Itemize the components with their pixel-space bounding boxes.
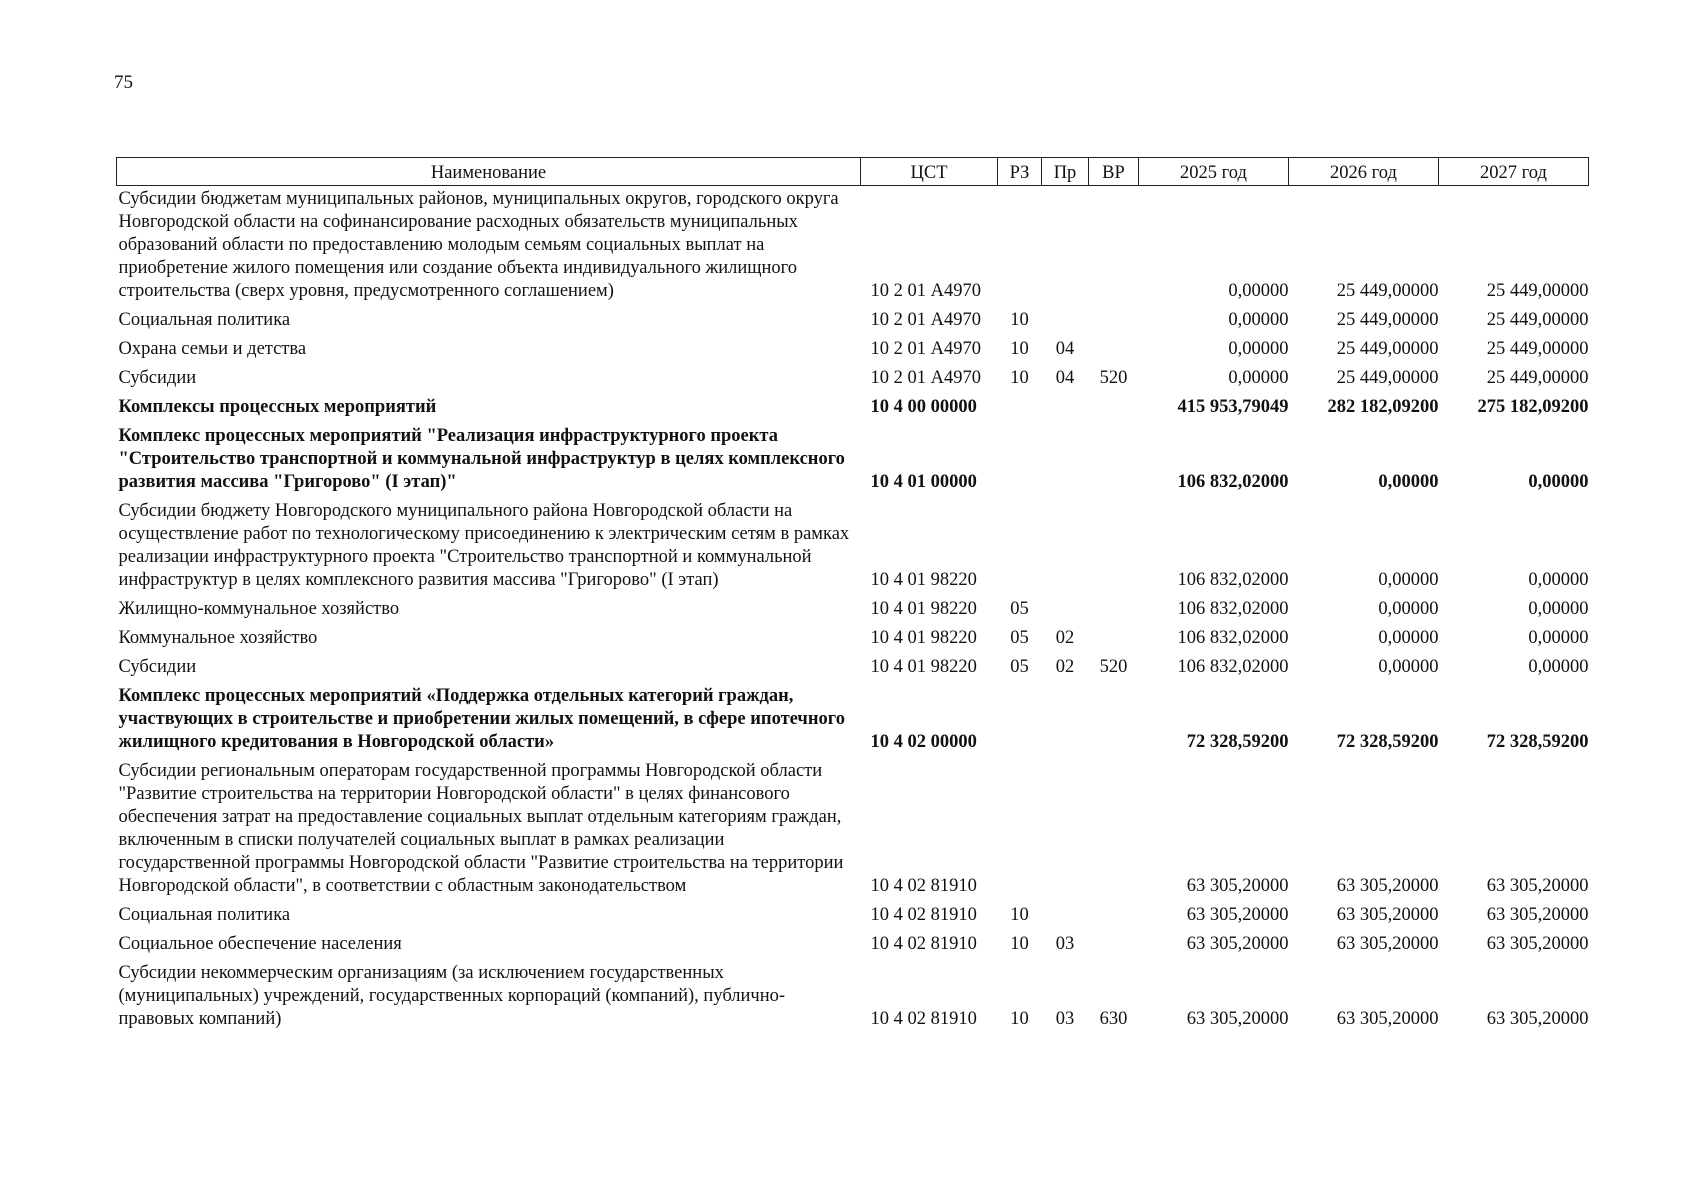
row-name: Социальная политика bbox=[118, 905, 291, 925]
row-cst: 10 4 01 98220 bbox=[870, 599, 977, 619]
row-2026: 0,00000 bbox=[1378, 570, 1439, 590]
table-row bbox=[117, 960, 1589, 1035]
row-vr bbox=[1089, 931, 1139, 960]
row-2026: 0,00000 bbox=[1378, 472, 1439, 492]
table-header-row bbox=[117, 158, 1589, 186]
row-2027: 0,00000 bbox=[1528, 599, 1589, 619]
row-rz bbox=[998, 758, 1042, 902]
header-name: Наименование bbox=[117, 158, 861, 186]
row-pr bbox=[1042, 394, 1089, 423]
table-row bbox=[117, 683, 1589, 758]
table-row bbox=[117, 307, 1589, 336]
row-rz: 05 bbox=[1010, 599, 1029, 619]
header-pr: Пр bbox=[1042, 158, 1089, 186]
header-2027: 2027 год bbox=[1439, 158, 1589, 186]
row-name: Субсидии бюджетам муниципальных районов, муниципальных округов, городского округа Новгородской области на софинансирование расходных обязательств муниципальных образований области по предоставлению молодым семьям социальных выплат на приобретение жилого помещения или создание объекта индивидуального жилищного строительства (сверх уровня, предусмотренного соглашением) bbox=[118, 189, 839, 301]
row-pr: 04 bbox=[1055, 339, 1075, 359]
row-2025: 106 832,02000 bbox=[1177, 472, 1289, 492]
row-name: Субсидии bbox=[118, 368, 197, 388]
row-rz bbox=[998, 423, 1042, 498]
row-rz: 10 bbox=[1010, 934, 1029, 954]
row-name: Социальная политика bbox=[118, 310, 291, 330]
table-row bbox=[117, 365, 1589, 394]
row-rz: 10 bbox=[1010, 368, 1029, 388]
header-vr: ВР bbox=[1089, 158, 1139, 186]
row-vr bbox=[1089, 683, 1139, 758]
row-2025: 63 305,20000 bbox=[1186, 1009, 1289, 1029]
row-2027: 0,00000 bbox=[1528, 628, 1589, 648]
row-cst: 10 2 01 А4970 bbox=[870, 339, 981, 359]
table-row bbox=[117, 625, 1589, 654]
row-2026: 0,00000 bbox=[1378, 628, 1439, 648]
row-vr bbox=[1089, 498, 1139, 596]
header-rz: РЗ bbox=[998, 158, 1042, 186]
row-vr: 520 bbox=[1099, 657, 1128, 677]
table-row bbox=[117, 186, 1589, 308]
row-pr: 04 bbox=[1055, 368, 1075, 388]
row-rz bbox=[998, 683, 1042, 758]
row-2025: 415 953,79049 bbox=[1177, 397, 1289, 417]
row-name: Жилищно-коммунальное хозяйство bbox=[118, 599, 400, 619]
row-vr: 520 bbox=[1099, 368, 1128, 388]
row-2025: 0,00000 bbox=[1228, 339, 1289, 359]
row-cst: 10 2 01 А4970 bbox=[870, 310, 981, 330]
row-pr: 02 bbox=[1055, 657, 1075, 677]
row-rz: 10 bbox=[1010, 1009, 1029, 1029]
row-2026: 63 305,20000 bbox=[1336, 876, 1439, 896]
row-2026: 25 449,00000 bbox=[1336, 310, 1439, 330]
row-pr: 03 bbox=[1055, 934, 1075, 954]
row-2027: 25 449,00000 bbox=[1486, 281, 1589, 301]
row-vr: 630 bbox=[1099, 1009, 1128, 1029]
row-cst: 10 4 02 81910 bbox=[870, 905, 977, 925]
header-2026: 2026 год bbox=[1289, 158, 1439, 186]
table-row bbox=[117, 758, 1589, 902]
table-body bbox=[117, 186, 1589, 1036]
table-row bbox=[117, 654, 1589, 683]
row-2027: 0,00000 bbox=[1528, 657, 1589, 677]
row-cst: 10 4 01 98220 bbox=[870, 570, 977, 590]
row-pr bbox=[1042, 307, 1089, 336]
table-row bbox=[117, 931, 1589, 960]
row-vr bbox=[1089, 596, 1139, 625]
table-row bbox=[117, 336, 1589, 365]
row-rz bbox=[998, 394, 1042, 423]
row-2025: 63 305,20000 bbox=[1186, 905, 1289, 925]
row-cst: 10 4 01 98220 bbox=[870, 657, 977, 677]
row-pr bbox=[1042, 596, 1089, 625]
row-name: Комплекс процессных мероприятий «Поддержка отдельных категорий граждан, участвующих в строительстве и приобретении жилых помещений, в сфере ипотечного жилищного кредитования в Новгородской области» bbox=[118, 686, 845, 752]
row-2026: 25 449,00000 bbox=[1336, 281, 1439, 301]
row-cst: 10 4 02 81910 bbox=[870, 934, 977, 954]
row-rz: 05 bbox=[1010, 657, 1029, 677]
row-rz bbox=[998, 498, 1042, 596]
row-2026: 0,00000 bbox=[1378, 599, 1439, 619]
header-cst: ЦСТ bbox=[861, 158, 998, 186]
row-2027: 63 305,20000 bbox=[1486, 905, 1589, 925]
row-cst: 10 4 02 81910 bbox=[870, 1009, 977, 1029]
row-2027: 25 449,00000 bbox=[1486, 368, 1589, 388]
row-cst: 10 2 01 А4970 bbox=[870, 368, 981, 388]
table-row bbox=[117, 423, 1589, 498]
row-name: Охрана семьи и детства bbox=[118, 339, 307, 359]
row-2027: 25 449,00000 bbox=[1486, 339, 1589, 359]
row-2026: 282 182,09200 bbox=[1327, 397, 1439, 417]
table-row bbox=[117, 394, 1589, 423]
row-2026: 0,00000 bbox=[1378, 657, 1439, 677]
row-vr bbox=[1089, 625, 1139, 654]
row-2025: 106 832,02000 bbox=[1177, 657, 1289, 677]
row-cst: 10 2 01 А4970 bbox=[870, 281, 981, 301]
row-2027: 0,00000 bbox=[1528, 570, 1589, 590]
row-2025: 106 832,02000 bbox=[1177, 599, 1289, 619]
header-2025: 2025 год bbox=[1139, 158, 1289, 186]
row-vr bbox=[1089, 307, 1139, 336]
row-2026: 63 305,20000 bbox=[1336, 905, 1439, 925]
row-2026: 25 449,00000 bbox=[1336, 368, 1439, 388]
row-vr bbox=[1089, 394, 1139, 423]
row-name: Социальное обеспечение населения bbox=[118, 934, 402, 954]
row-2027: 72 328,59200 bbox=[1486, 732, 1589, 752]
row-cst: 10 4 00 00000 bbox=[870, 397, 977, 417]
row-name: Комплекс процессных мероприятий "Реализация инфраструктурного проекта "Строительство транспортной и коммунальной инфраструктур в целях комплексного развития массива "Григорово" (I этап)" bbox=[118, 426, 845, 492]
row-2027: 25 449,00000 bbox=[1486, 310, 1589, 330]
table-row bbox=[117, 596, 1589, 625]
row-2027: 63 305,20000 bbox=[1486, 934, 1589, 954]
row-pr: 03 bbox=[1055, 1009, 1075, 1029]
row-2025: 63 305,20000 bbox=[1186, 876, 1289, 896]
row-2027: 63 305,20000 bbox=[1486, 1009, 1589, 1029]
budget-table bbox=[116, 157, 1589, 1035]
row-2025: 72 328,59200 bbox=[1186, 732, 1289, 752]
row-vr bbox=[1089, 336, 1139, 365]
row-2027: 63 305,20000 bbox=[1486, 876, 1589, 896]
row-rz: 10 bbox=[1010, 310, 1029, 330]
page-number: 75 bbox=[114, 72, 133, 93]
row-pr bbox=[1042, 902, 1089, 931]
row-2025: 106 832,02000 bbox=[1177, 570, 1289, 590]
row-name: Субсидии региональным операторам государственной программы Новгородской области "Развитие строительства на территории Новгородской области" в целях финансового обеспечения затрат на предоставление социальных выплат отдельным категориям граждан, включенным в списки получателей социальных выплат в рамках реализации государственной программы Новгородской области "Развитие строительства на территории Новгородской области", в соответствии с областным законодательством bbox=[118, 761, 844, 896]
row-vr bbox=[1089, 902, 1139, 931]
row-2025: 63 305,20000 bbox=[1186, 934, 1289, 954]
row-name: Коммунальное хозяйство bbox=[118, 628, 318, 648]
row-name: Субсидии bbox=[118, 657, 197, 677]
row-2025: 0,00000 bbox=[1228, 368, 1289, 388]
row-vr bbox=[1089, 758, 1139, 902]
row-2025: 0,00000 bbox=[1228, 310, 1289, 330]
row-rz: 10 bbox=[1010, 339, 1029, 359]
row-2026: 63 305,20000 bbox=[1336, 934, 1439, 954]
row-name: Субсидии бюджету Новгородского муниципального района Новгородской области на осуществление работ по технологическому присоединению к электрическим сетям в рамках реализации инфраструктурного проекта "Строительство транспортной и коммунальной инфраструктур в целях комплексного развития массива "Григорово" (I этап) bbox=[118, 501, 850, 590]
row-cst: 10 4 01 98220 bbox=[870, 628, 977, 648]
table-row bbox=[117, 902, 1589, 931]
row-2025: 0,00000 bbox=[1228, 281, 1289, 301]
row-name: Субсидии некоммерческим организациям (за исключением государственных (муниципальных) учреждений, государственных корпораций (компаний), публично-правовых компаний) bbox=[118, 963, 786, 1029]
row-pr bbox=[1042, 186, 1089, 308]
row-cst: 10 4 02 00000 bbox=[870, 732, 977, 752]
row-2026: 25 449,00000 bbox=[1336, 339, 1439, 359]
row-pr: 02 bbox=[1055, 628, 1075, 648]
row-pr bbox=[1042, 423, 1089, 498]
row-pr bbox=[1042, 683, 1089, 758]
row-cst: 10 4 02 81910 bbox=[870, 876, 977, 896]
row-cst: 10 4 01 00000 bbox=[870, 472, 977, 492]
row-vr bbox=[1089, 423, 1139, 498]
row-2025: 106 832,02000 bbox=[1177, 628, 1289, 648]
row-2026: 63 305,20000 bbox=[1336, 1009, 1439, 1029]
row-pr bbox=[1042, 498, 1089, 596]
row-2026: 72 328,59200 bbox=[1336, 732, 1439, 752]
row-2027: 0,00000 bbox=[1528, 472, 1589, 492]
row-vr bbox=[1089, 186, 1139, 308]
row-rz: 05 bbox=[1010, 628, 1029, 648]
table-row bbox=[117, 498, 1589, 596]
row-name: Комплексы процессных мероприятий bbox=[118, 397, 437, 417]
row-2027: 275 182,09200 bbox=[1477, 397, 1589, 417]
row-rz bbox=[998, 186, 1042, 308]
row-rz: 10 bbox=[1010, 905, 1029, 925]
row-pr bbox=[1042, 758, 1089, 902]
